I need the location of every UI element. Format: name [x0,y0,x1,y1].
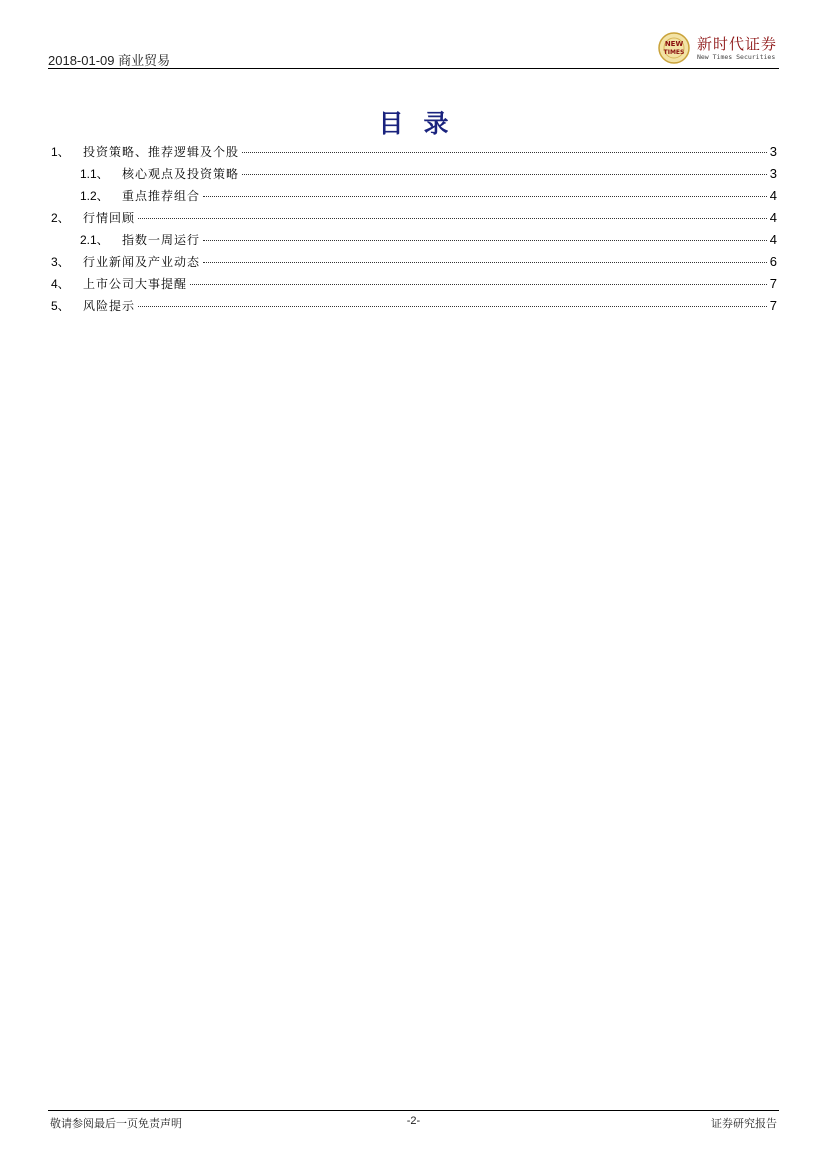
toc-entry[interactable] [51,187,777,209]
toc-entry-label: 核心观点及投资策略 [122,167,240,181]
toc-entry-label: 投资策略、推荐逻辑及个股 [83,145,240,159]
toc-entry-number: 1.1、 [80,167,109,181]
toc-dot-leader [138,218,767,219]
toc-entry[interactable] [51,253,777,275]
toc-entry[interactable] [51,165,777,187]
toc-entry-page: 4 [769,210,777,225]
toc-entry[interactable] [51,297,777,319]
toc-entry-page: 4 [769,232,777,247]
footer-divider [48,1110,779,1111]
toc-entry-label: 行情回顾 [83,211,136,225]
footer-report-type: 证券研究报告 [711,1117,777,1130]
toc-entry[interactable] [51,209,777,231]
toc-dot-leader [242,152,767,153]
company-logo [657,30,777,66]
toc-dot-leader [203,262,767,263]
toc-entry-label: 指数一周运行 [122,233,201,247]
svg-text:TIMES: TIMES [663,49,685,56]
header-date-section: 2018-01-09 商业贸易 [48,53,171,68]
header-divider [48,68,779,69]
toc-dot-leader [203,240,767,241]
toc-entry-page: 6 [769,254,777,269]
toc-entry-number: 2.1、 [80,233,109,247]
toc-entry-number: 2、 [51,211,70,225]
logo-chinese-name: 新时代证券 [696,34,777,53]
toc-entry-number: 3、 [51,255,70,269]
toc-entry-page: 7 [769,276,777,291]
toc-entry[interactable] [51,231,777,253]
toc-entry-number: 1、 [51,145,70,159]
toc-entry-label: 重点推荐组合 [122,189,201,203]
toc-entry-page: 4 [769,188,777,203]
toc-entry-label: 风险提示 [83,299,136,313]
page-header [48,30,779,68]
toc-dot-leader [138,306,767,307]
page-title: 目录 [378,109,469,138]
svg-text:NEW: NEW [664,40,684,48]
table-of-contents [51,143,777,319]
toc-entry-page: 3 [769,166,777,181]
toc-entry[interactable] [51,143,777,165]
toc-entry-page: 3 [769,144,777,159]
toc-entry-page: 7 [769,298,777,313]
footer-disclaimer-note: 敬请参阅最后一页免责声明 [50,1117,182,1130]
toc-entry[interactable] [51,275,777,297]
page-number: -2- [406,1115,421,1127]
new-times-logo-icon [657,31,691,65]
toc-entry-number: 5、 [51,299,70,313]
toc-entry-label: 行业新闻及产业动态 [83,255,201,269]
page-footer [48,1110,779,1135]
toc-entry-number: 1.2、 [80,189,109,203]
toc-entry-number: 4、 [51,277,70,291]
toc-dot-leader [203,196,767,197]
toc-dot-leader [242,174,767,175]
logo-english-name: New Times Securities [696,52,776,61]
toc-entry-label: 上市公司大事提醒 [83,277,188,291]
toc-dot-leader [190,284,767,285]
